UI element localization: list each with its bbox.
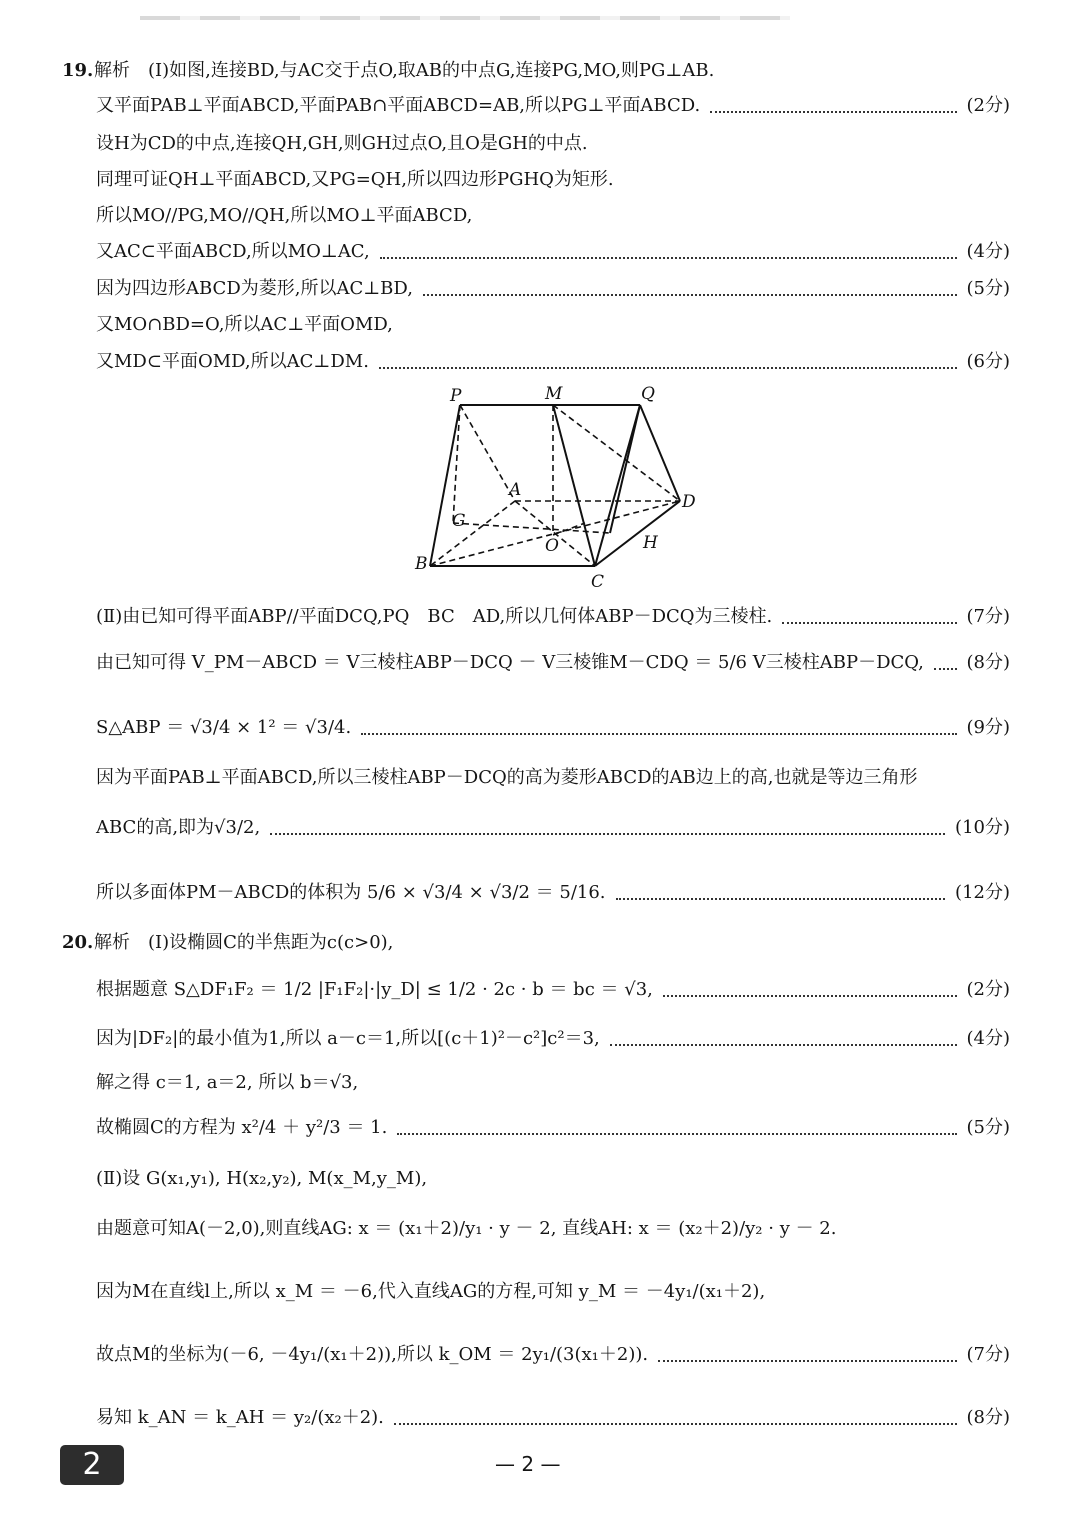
q19-line-8: 又MO∩BD=O,所以AC⊥平面OMD, [96, 314, 393, 335]
q19-line-3: 设H为CD的中点,连接QH,GH,则GH过点O,且O是GH的中点. [96, 133, 588, 154]
q20-line-6: (Ⅱ)设 G(x₁,y₁), H(x₂,y₂), M(x_M,y_M), [96, 1168, 428, 1189]
q19-line-9: 又MD⊂平面OMD,所以AC⊥DM. (6分) [96, 351, 1010, 372]
q20-line-9: 故点M的坐标为(－6, －4y₁/(x₁＋2)),所以 k_OM ＝ 2y₁/(3(x₁＋2)). (7分) [96, 1344, 1010, 1365]
q19-part2-line-6: 所以多面体PM－ABCD的体积为 5/6 × √3/4 × √3/2 ＝ 5/16. (12分) [96, 882, 1010, 903]
label-M: M [545, 384, 563, 404]
q20-line-10: 易知 k_AN ＝ k_AH ＝ y₂/(x₂＋2). (8分) [96, 1407, 1010, 1428]
q19-part2-line-1: (Ⅱ)由已知可得平面ABP//平面DCQ,PQ BC AD,所以几何体ABP－DCQ为三棱柱. (7分) [96, 606, 1010, 627]
q19-part2-line-5: ABC的高,即为√3/2, (10分) [96, 817, 1010, 838]
label-H: H [643, 533, 658, 553]
q20-line-1: 解析 (Ⅰ)设椭圆C的半焦距为c(c>0), [94, 932, 394, 953]
label-O: O [545, 536, 559, 556]
q19-part2-line-4: 因为平面PAB⊥平面ABCD,所以三棱柱ABP－DCQ的高为菱形ABCD的AB边上的高,也就是等边三角形 [96, 767, 918, 788]
q19-line-7: 因为四边形ABCD为菱形,所以AC⊥BD, (5分) [96, 278, 1010, 299]
question-20-number: 20. [62, 932, 94, 953]
question-19-number: 19. [62, 60, 94, 81]
scan-artifact [140, 16, 790, 20]
q19-line-5: 所以MO//PG,MO//QH,所以MO⊥平面ABCD, [96, 205, 473, 226]
label-D: D [682, 492, 696, 512]
q20-line-8: 因为M在直线l上,所以 x_M ＝ －6,代入直线AG的方程,可知 y_M ＝ －4y₁/(x₁＋2), [96, 1281, 766, 1302]
q19-line-6: 又AC⊂平面ABCD,所以MO⊥AC, (4分) [96, 241, 1010, 262]
label-Q: Q [641, 384, 655, 404]
label-G: G [452, 511, 466, 531]
q20-line-7: 由题意可知A(－2,0),则直线AG: x ＝ (x₁＋2)/y₁ · y － 2, 直线AH: x ＝ (x₂＋2)/y₂ · y － 2. [96, 1218, 837, 1239]
q20-line-2: 根据题意 S△DF₁F₂ ＝ 1/2 |F₁F₂|·|y_D| ≤ 1/2 · 2c · b ＝ bc ＝ √3, (2分) [96, 979, 1010, 1000]
page-badge: 2 [60, 1445, 124, 1485]
label-B: B [415, 554, 428, 574]
q19-part2-line-3: S△ABP ＝ √3/4 × 1² ＝ √3/4. (9分) [96, 717, 1010, 738]
page-number: — 2 — [495, 1452, 561, 1476]
q19-line-4: 同理可证QH⊥平面ABCD,又PG=QH,所以四边形PGHQ为矩形. [96, 169, 614, 190]
q20-line-5: 故椭圆C的方程为 x²/4 ＋ y²/3 ＝ 1. (5分) [96, 1117, 1010, 1138]
geometry-figure [405, 383, 705, 593]
label-C: C [591, 572, 605, 592]
label-A: A [509, 480, 522, 500]
q19-line-1: 解析 (Ⅰ)如图,连接BD,与AC交于点O,取AB的中点G,连接PG,MO,则PG⊥AB. [94, 60, 715, 81]
label-P: P [450, 386, 462, 406]
q19-part2-line-2: 由已知可得 V_PM－ABCD ＝ V三棱柱ABP－DCQ － V三棱锥M－CDQ ＝ 5/6 V三棱柱ABP－DCQ, (8分) [96, 652, 1010, 673]
q20-line-3: 因为|DF₂|的最小值为1,所以 a－c＝1,所以[(c＋1)²－c²]c²＝3, (4分) [96, 1028, 1010, 1049]
q20-line-4: 解之得 c＝1, a＝2, 所以 b＝√3, [96, 1072, 359, 1093]
q19-line-2: 又平面PAB⊥平面ABCD,平面PAB∩平面ABCD=AB,所以PG⊥平面ABCD. (2分) [96, 95, 1010, 116]
